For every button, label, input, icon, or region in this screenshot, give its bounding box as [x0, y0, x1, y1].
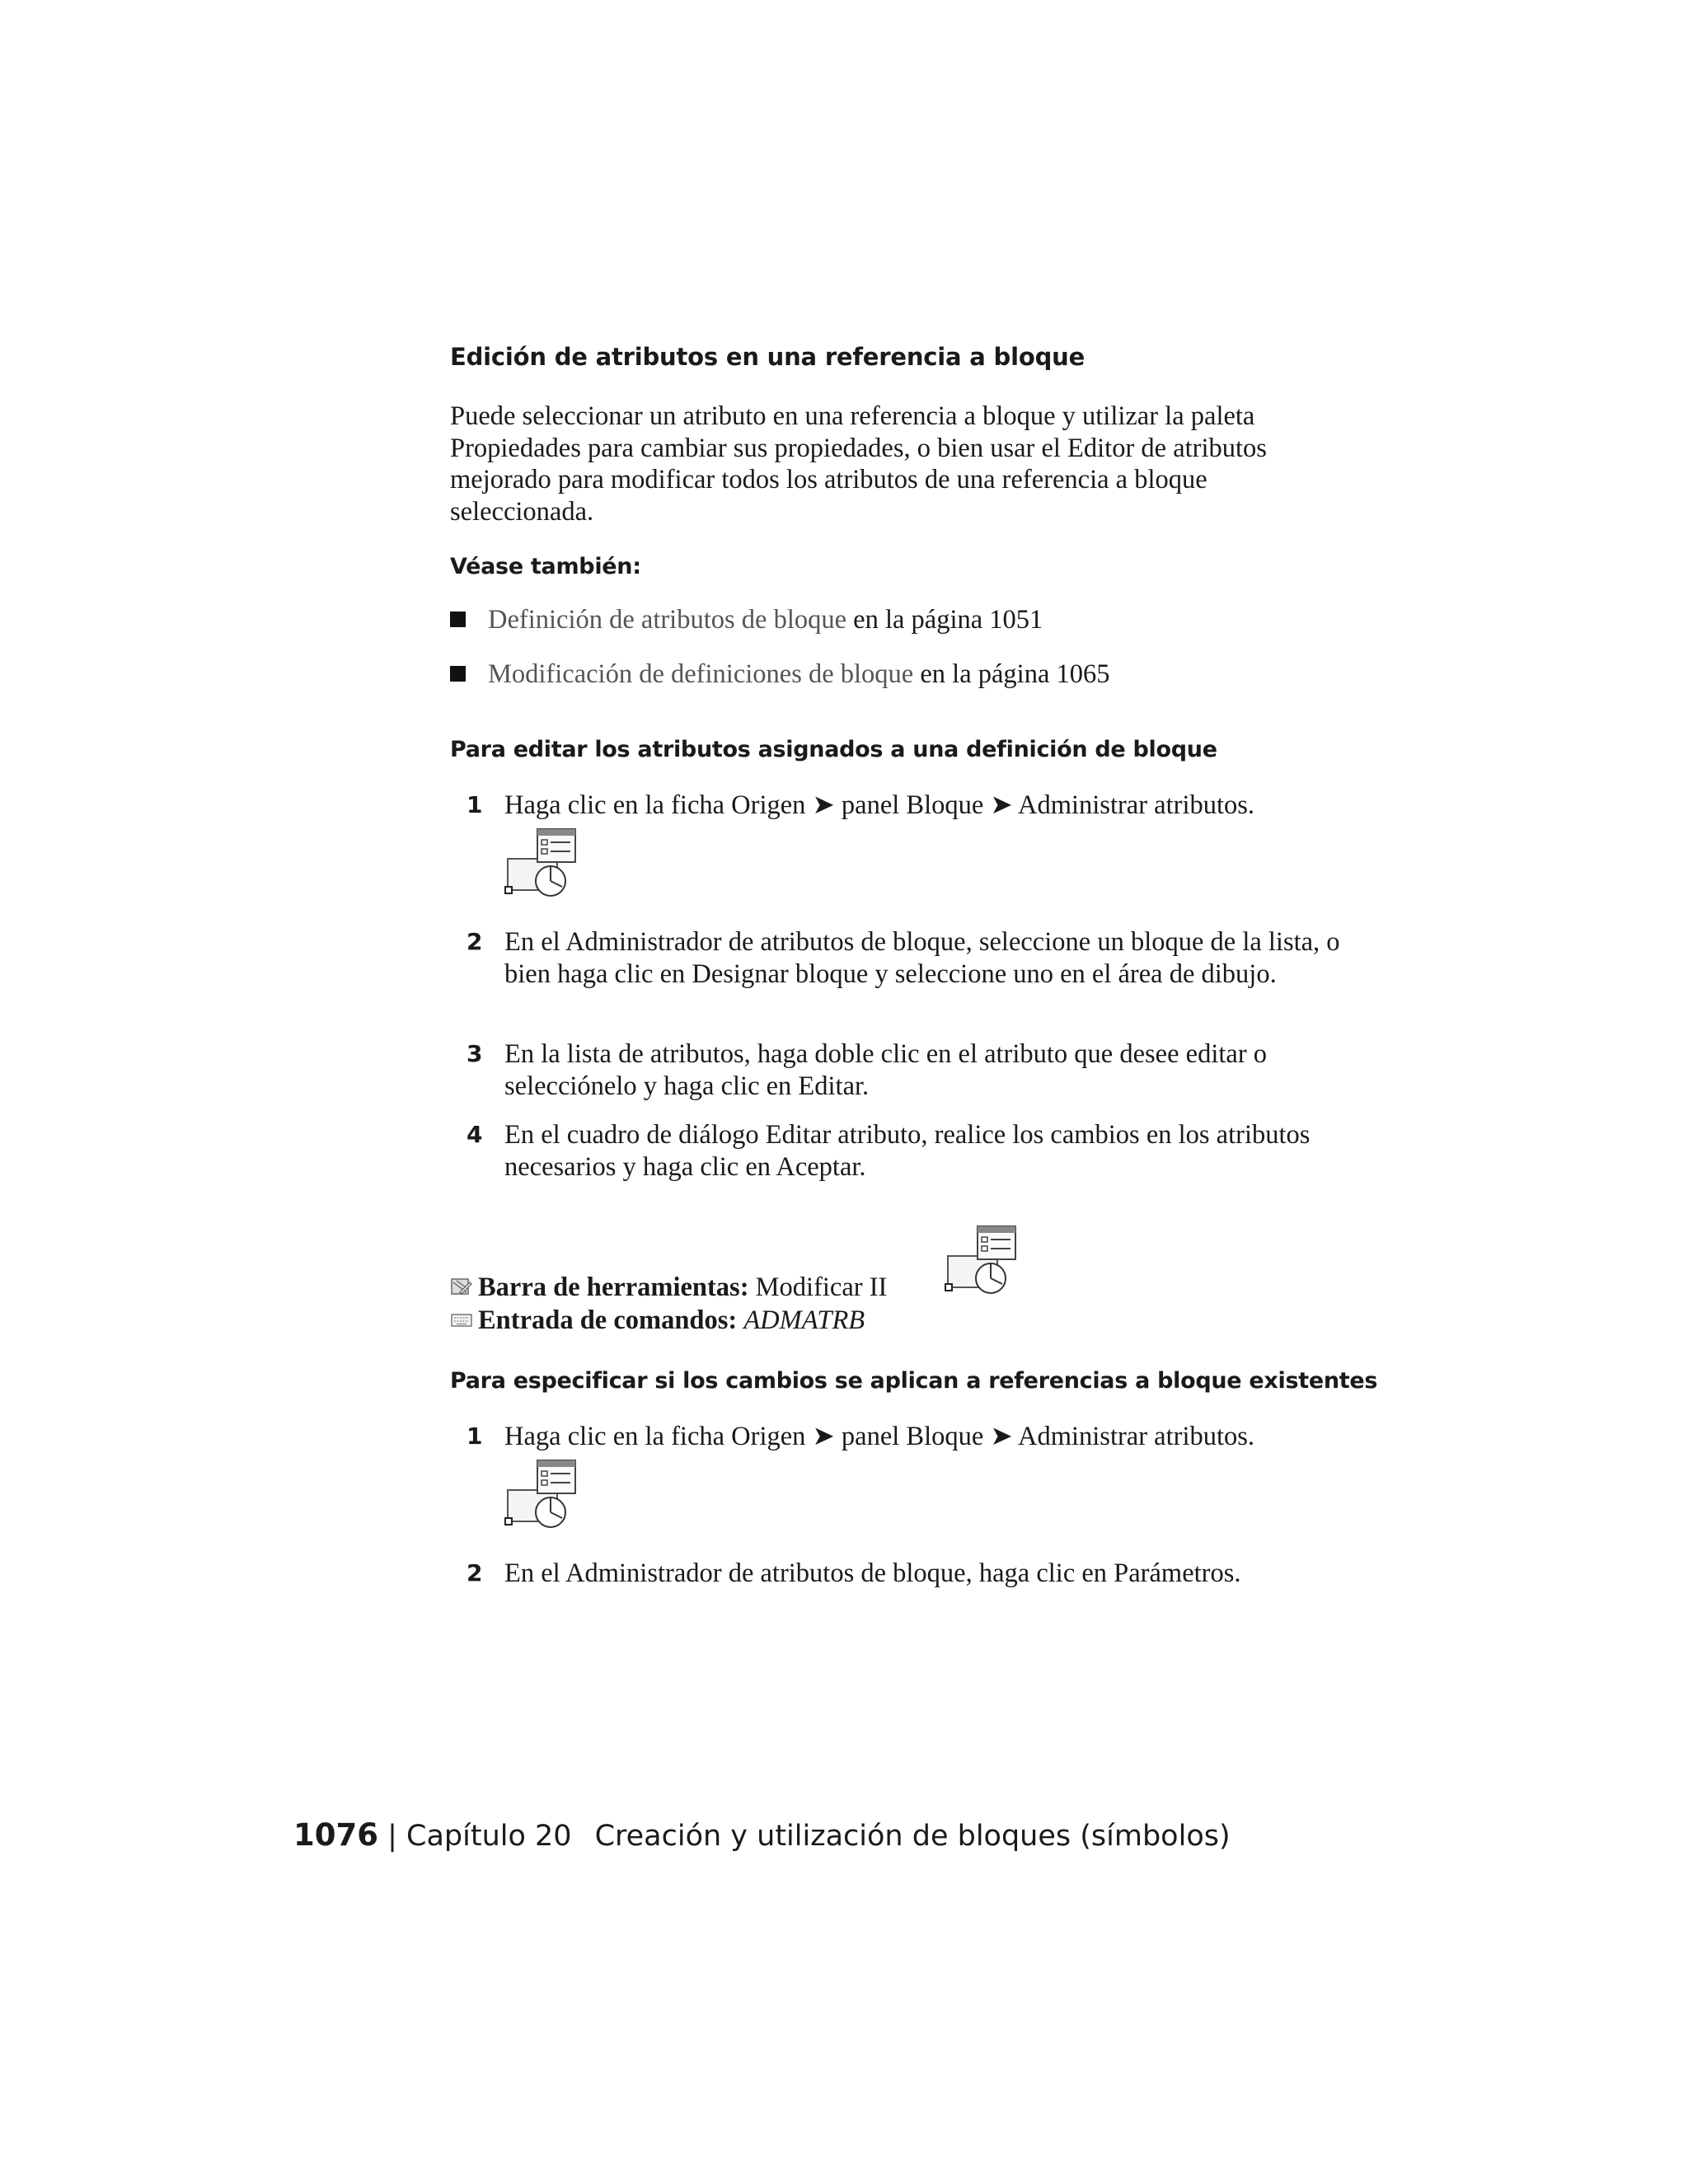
command-value: ADMATRB	[743, 1305, 865, 1335]
see-also-suffix: en la página 1065	[913, 659, 1110, 689]
see-also-label: Véase también:	[450, 554, 641, 579]
block-attribute-manager-icon	[504, 1457, 579, 1530]
step-text: En el Administrador de atributos de bloque, seleccione un bloque de la lista, o bien haga clic en Designar bloque y seleccione uno en el área de dibujo.	[504, 927, 1340, 989]
procedure-title: Para editar los atributos asignados a una definición de bloque	[450, 737, 1217, 762]
step-number: 4	[467, 1121, 483, 1148]
step-number: 1	[467, 791, 483, 818]
step-number: 3	[467, 1040, 483, 1067]
section-paragraph: Puede seleccionar un atributo en una referencia a bloque y utilizar la paleta Propiedades para cambiar sus propiedades, o bien usar el Editor de atributos mejorado para modificar todos los atributos de una referencia a bloque seleccionada.	[450, 401, 1267, 527]
section-title: Edición de atributos en una referencia a bloque	[450, 343, 1085, 371]
command-label: Entrada de comandos:	[478, 1305, 738, 1335]
step-text: Haga clic en la ficha Origen ➤ panel Bloque ➤ Administrar atributos.	[504, 790, 1255, 820]
step-text: En la lista de atributos, haga doble clic en el atributo que desee editar o selecciónelo y haga clic en Editar.	[504, 1039, 1268, 1101]
chapter-label: Capítulo 20	[406, 1820, 572, 1853]
procedure-title: Para especificar si los cambios se aplican a referencias a bloque existentes	[450, 1368, 1378, 1394]
toolbar-value: Modificar II	[748, 1272, 888, 1302]
footer-separator: |	[377, 1820, 407, 1853]
see-also-item	[450, 659, 1110, 690]
see-also-suffix: en la página 1051	[846, 605, 1043, 635]
page-footer	[293, 1817, 1231, 1853]
toolbar-icon	[450, 1276, 473, 1299]
block-attribute-manager-icon	[504, 826, 579, 898]
page-number: 1076	[293, 1817, 378, 1853]
see-also-link[interactable]: Definición de atributos de bloque	[488, 605, 847, 635]
command-line	[450, 1305, 865, 1336]
chapter-title: Creación y utilización de bloques (símbolos)	[594, 1820, 1231, 1853]
command-line-icon	[450, 1309, 473, 1332]
bullet-square-icon	[450, 666, 466, 682]
step-number: 1	[467, 1422, 483, 1450]
block-attribute-manager-icon	[945, 1223, 1019, 1296]
toolbar-label: Barra de herramientas:	[478, 1272, 749, 1302]
see-also-item	[450, 605, 1043, 635]
step-text: En el cuadro de diálogo Editar atributo, realice los cambios en los atributos necesarios y haga clic en Aceptar.	[504, 1120, 1311, 1182]
bullet-square-icon	[450, 612, 466, 627]
toolbar-line	[450, 1272, 887, 1303]
step-number: 2	[467, 928, 483, 955]
step-number: 2	[467, 1559, 483, 1586]
step-text: En el Administrador de atributos de bloque, haga clic en Parámetros.	[504, 1558, 1241, 1588]
step-text: Haga clic en la ficha Origen ➤ panel Bloque ➤ Administrar atributos.	[504, 1422, 1255, 1451]
see-also-link[interactable]: Modificación de definiciones de bloque	[488, 659, 914, 689]
